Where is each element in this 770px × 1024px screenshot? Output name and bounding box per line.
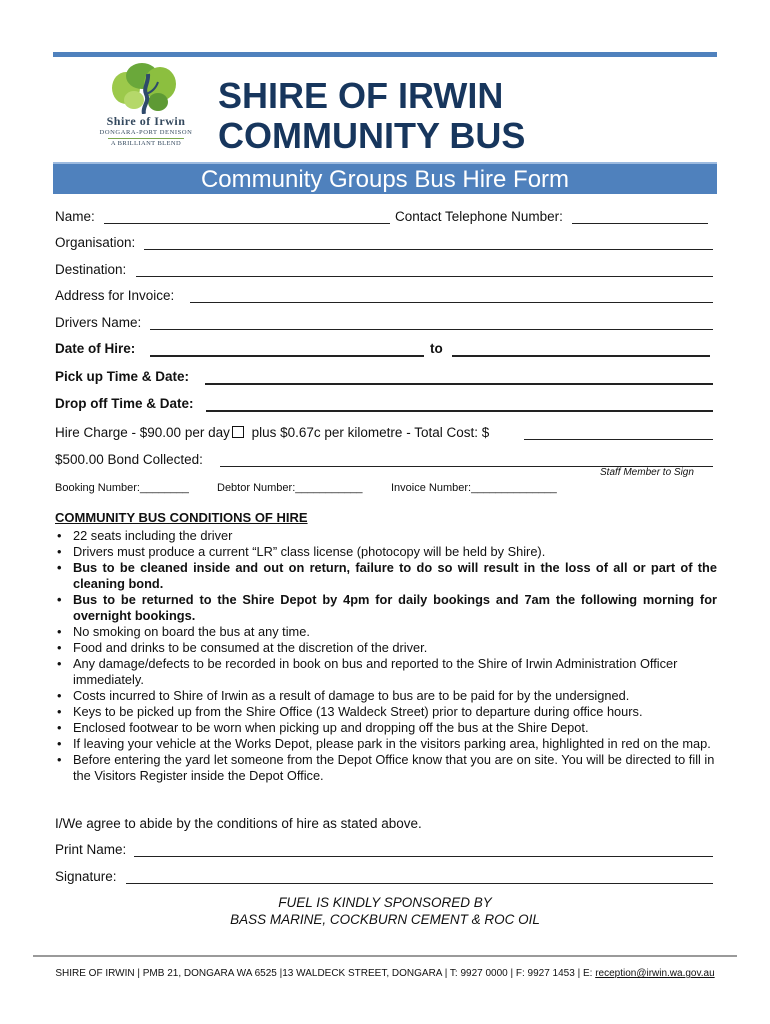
conditions-heading: COMMUNITY BUS CONDITIONS OF HIRE <box>55 510 308 525</box>
pickup-field[interactable] <box>205 383 713 385</box>
name-field[interactable] <box>104 223 390 224</box>
destination-field[interactable] <box>136 276 713 277</box>
condition-item: • 22 seats including the driver <box>55 528 717 544</box>
organisation-label: Organisation: <box>55 235 136 250</box>
total-cost-field[interactable] <box>524 439 713 440</box>
condition-item: • Enclosed footwear to be worn when picking up and dropping off the bus at the Shire Depot. <box>55 720 717 736</box>
hire-charge-rate-text: plus $0.67c per kilometre - Total Cost: $ <box>247 425 490 440</box>
footer-contact <box>0 968 770 979</box>
invoice-address-field[interactable] <box>190 302 713 303</box>
debtor-number-label: Debtor Number:___________ <box>217 482 363 494</box>
logo-location: DONGARA-PORT DENISON <box>99 129 193 136</box>
signature-field[interactable] <box>126 883 713 884</box>
condition-item: • No smoking on board the bus at any time. <box>55 624 717 640</box>
title-line-2: COMMUNITY BUS <box>218 115 526 156</box>
title-line-1: SHIRE OF IRWIN <box>218 75 504 116</box>
condition-item: • Costs incurred to Shire of Irwin as a result of damage to bus are to be paid for by the undersigned. <box>55 688 717 704</box>
contact-label: Contact Telephone Number: <box>395 209 563 224</box>
drivers-name-label: Drivers Name: <box>55 315 142 330</box>
top-accent-bar <box>53 52 717 57</box>
destination-label: Destination: <box>55 262 127 277</box>
shire-logo <box>96 62 196 154</box>
invoice-address-label: Address for Invoice: <box>55 288 175 303</box>
condition-item: • If leaving your vehicle at the Works Depot, please park in the visitors parking area, highlighted in red on the map. <box>55 736 717 752</box>
invoice-number-label: Invoice Number:______________ <box>391 482 557 494</box>
name-label: Name: <box>55 209 95 224</box>
form-banner <box>53 162 717 194</box>
logo-tagline: A BRILLIANT BLEND <box>110 140 182 147</box>
date-hire-label: Date of Hire: <box>55 341 136 356</box>
agreement-text: I/We agree to abide by the conditions of hire as stated above. <box>55 816 422 831</box>
drivers-name-field[interactable] <box>150 329 713 330</box>
per-day-checkbox[interactable] <box>232 426 244 438</box>
sponsor-line-1: FUEL IS KINDLY SPONSORED BY <box>278 895 492 910</box>
contact-field[interactable] <box>572 223 708 224</box>
condition-item: • Any damage/defects to be recorded in book on bus and reported to the Shire of Irwin Administration Officer immediately. <box>55 656 717 688</box>
condition-item: • Drivers must produce a current “LR” class license (photocopy will be held by Shire). <box>55 544 717 560</box>
page-title <box>218 76 525 156</box>
hire-charge-text: Hire Charge - $90.00 per day <box>55 425 230 440</box>
footer-address: SHIRE OF IRWIN | PMB 21, DONGARA WA 6525 |13 WALDECK STREET, DONGARA | T: 9927 0000 | F: 9927 1453 | E: <box>55 968 596 979</box>
condition-item: • Bus to be returned to the Shire Depot by 4pm for daily bookings and 7am the following morning for overnight bookings. <box>55 592 717 624</box>
date-hire-to-field[interactable] <box>452 355 710 357</box>
print-name-label: Print Name: <box>55 842 127 857</box>
date-hire-to-label: to <box>430 341 443 356</box>
condition-item: • Before entering the yard let someone from the Depot Office know that you are on site. You will be directed to fill in the Visitors Register inside the Depot Office. <box>55 752 717 784</box>
booking-number-label: Booking Number:________ <box>55 482 189 494</box>
date-hire-from-field[interactable] <box>150 355 424 357</box>
pickup-label: Pick up Time & Date: <box>55 369 190 384</box>
logo-name: Shire of Irwin <box>106 114 186 128</box>
condition-item: • Keys to be picked up from the Shire Office (13 Waldeck Street) prior to departure during office hours. <box>55 704 717 720</box>
dropoff-field[interactable] <box>206 410 713 412</box>
signature-label: Signature: <box>55 869 117 884</box>
bond-label: $500.00 Bond Collected: <box>55 452 203 467</box>
organisation-field[interactable] <box>144 249 713 250</box>
condition-item: • Food and drinks to be consumed at the discretion of the driver. <box>55 640 717 656</box>
footer-email-link[interactable]: reception@irwin.wa.gov.au <box>595 968 715 979</box>
conditions-list <box>55 528 717 784</box>
tree-logo-icon <box>96 62 196 114</box>
dropoff-label: Drop off Time & Date: <box>55 396 194 411</box>
condition-item: • Bus to be cleaned inside and out on return, failure to do so will result in the loss of all or part of the cleaning bond. <box>55 560 717 592</box>
staff-sign-note: Staff Member to Sign <box>600 467 694 478</box>
form-title: Community Groups Bus Hire Form <box>200 166 570 193</box>
hire-charge-row <box>55 425 489 441</box>
footer-divider <box>33 955 737 957</box>
print-name-field[interactable] <box>134 856 713 857</box>
sponsor-line-2: BASS MARINE, COCKBURN CEMENT & ROC OIL <box>230 912 540 927</box>
logo-divider <box>108 138 184 139</box>
